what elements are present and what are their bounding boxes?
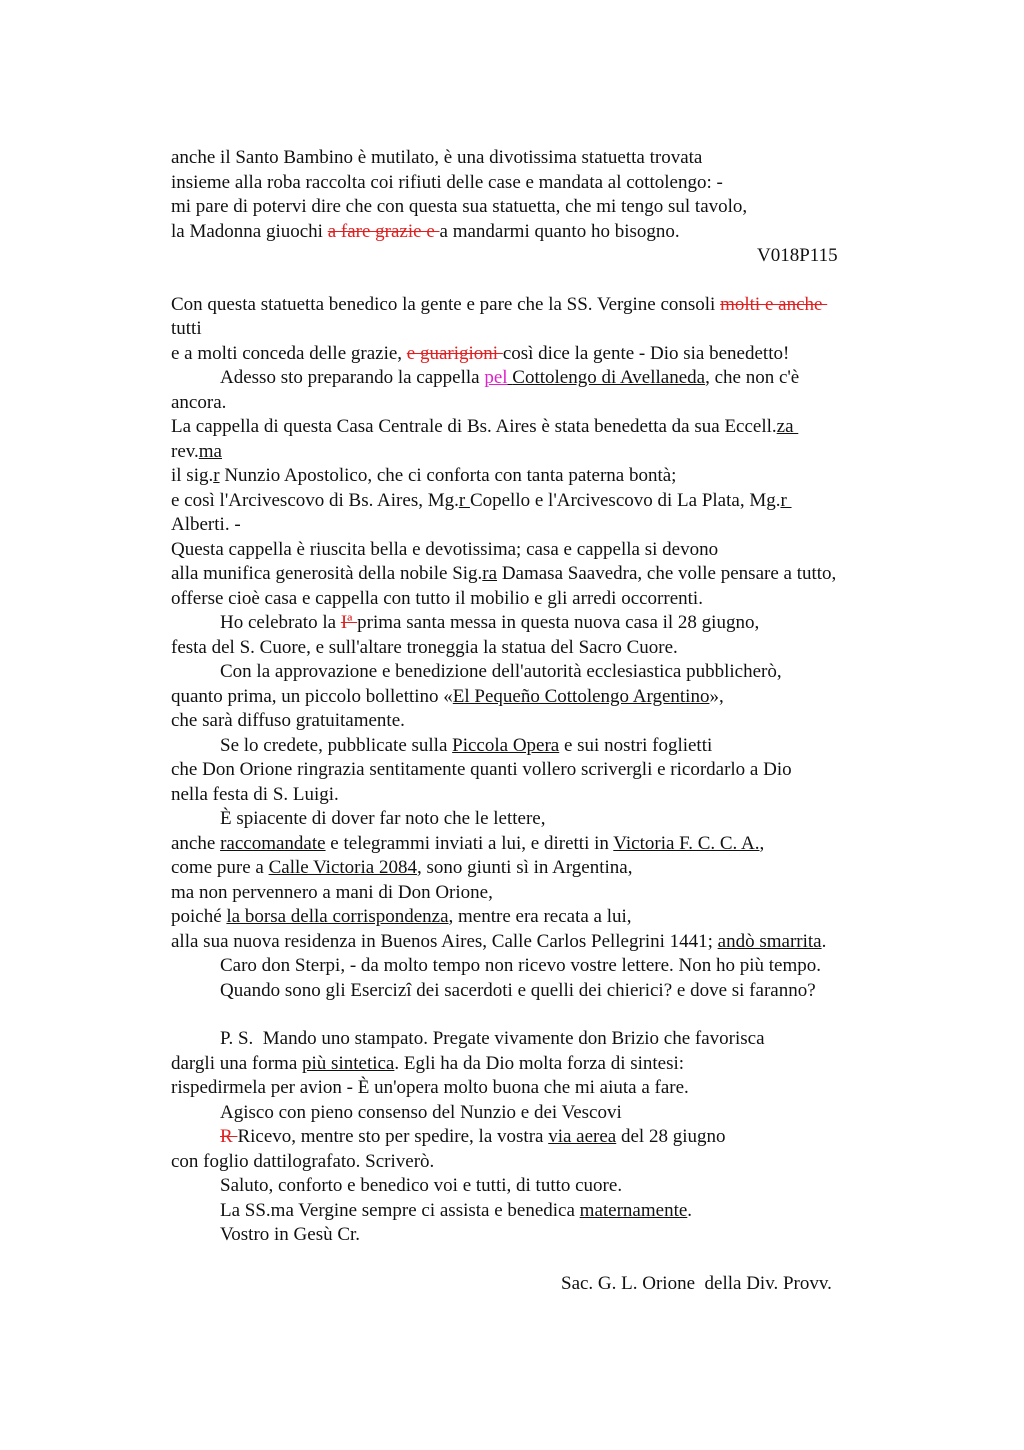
- inserted-text: pel: [484, 367, 508, 388]
- text-line: offerse cioè casa e cappella con tutto il mobilio e gli arredi occorrenti.: [171, 588, 703, 609]
- text-line: P. S. Mando uno stampato. Pregate vivamente don Brizio che favorisca: [220, 1028, 765, 1049]
- text-line: Alberti. -: [171, 514, 241, 535]
- text-line: come pure a Calle Victoria 2084, sono giunti sì in Argentina,: [171, 857, 633, 878]
- text-line: mi pare di potervi dire che con questa sua statuetta, che mi tengo sul tavolo,: [171, 196, 748, 217]
- underlined-text: Piccola Opera: [452, 735, 560, 756]
- text-line: Quando sono gli Esercizî dei sacerdoti e quelli dei chierici? e dove si faranno?: [220, 980, 816, 1001]
- text-line: rispedirmela per avion - È un'opera molto buona che mi aiuta a fare.: [171, 1077, 689, 1098]
- text-line: dargli una forma più sintetica. Egli ha da Dio molta forza di sintesi:: [171, 1053, 685, 1074]
- text-line: nella festa di S. Luigi.: [171, 784, 339, 805]
- text-line: Agisco con pieno consenso del Nunzio e dei Vescovi: [220, 1102, 622, 1123]
- text-line: tutti: [171, 318, 202, 339]
- text-line: Caro don Sterpi, - da molto tempo non ricevo vostre lettere. Non ho più tempo.: [220, 955, 822, 976]
- text-line: quanto prima, un piccolo bollettino «El Pequeño Cottolengo Argentino»,: [171, 686, 724, 707]
- deleted-text: Iª: [340, 612, 358, 633]
- text-line: anche raccomandate e telegrammi inviati a lui, e diretti in Victoria F. C. C. A.,: [171, 833, 765, 854]
- text-line: e così l'Arcivescovo di Bs. Aires, Mg.r Copello e l'Arcivescovo di La Plata, Mg.r: [171, 490, 792, 511]
- text-line: Con questa statuetta benedico la gente e pare che la SS. Vergine consoli molti e anche: [171, 294, 828, 315]
- text-line: anche il Santo Bambino è mutilato, è una divotissima statuetta trovata: [171, 147, 703, 168]
- text-line: La SS.ma Vergine sempre ci assista e benedica maternamente.: [220, 1200, 693, 1221]
- signature: Sac. G. L. Orione della Div. Provv.: [561, 1273, 832, 1294]
- text-line: che sarà diffuso gratuitamente.: [171, 710, 405, 731]
- text-line: festa del S. Cuore, e sull'altare troneggia la statua del Sacro Cuore.: [171, 637, 678, 658]
- text-line: il sig.r Nunzio Apostolico, che ci conforta con tanta paterna bontà;: [171, 465, 677, 486]
- underlined-text: Calle Victoria 2084: [268, 857, 417, 878]
- page-reference: V018P115: [757, 245, 838, 266]
- text-line: Ho celebrato la Iª prima santa messa in questa nuova casa il 28 giugno,: [220, 612, 760, 633]
- text-line: Con la approvazione e benedizione dell'autorità ecclesiastica pubblicherò,: [220, 661, 782, 682]
- text-line: Vostro in Gesù Cr.: [220, 1224, 361, 1245]
- text-line: Adesso sto preparando la cappella pel Cottolengo di Avellaneda, che non c'è: [220, 367, 800, 388]
- text-line: Se lo credete, pubblicate sulla Piccola Opera e sui nostri foglietti: [220, 735, 713, 756]
- text-line: La cappella di questa Casa Centrale di Bs. Aires è stata benedetta da sua Eccell.za: [171, 416, 799, 437]
- text-line: Questa cappella è riuscita bella e devotissima; casa e cappella si devono: [171, 539, 719, 560]
- text-line: insieme alla roba raccolta coi rifiuti delle case e mandata al cottolengo: -: [171, 172, 723, 193]
- text-line: poiché la borsa della corrispondenza, mentre era recata a lui,: [171, 906, 632, 927]
- deleted-text: molti e anche: [720, 294, 828, 315]
- underlined-text: El Pequeño Cottolengo Argentino: [452, 686, 710, 707]
- underlined-text: via aerea: [548, 1126, 617, 1147]
- text-line: con foglio dattilografato. Scriverò.: [171, 1151, 435, 1172]
- text-line: Saluto, conforto e benedico voi e tutti, di tutto cuore.: [220, 1175, 623, 1196]
- text-line: che Don Orione ringrazia sentitamente quanti vollero scrivergli e ricordarlo a Dio: [171, 759, 792, 780]
- underlined-text: Victoria F. C. C. A.: [613, 833, 760, 854]
- underlined-text: andò smarrita: [717, 931, 822, 952]
- underlined-text: raccomandate: [220, 833, 326, 854]
- deleted-text: R: [220, 1126, 238, 1147]
- underlined-text: Cottolengo di Avellaneda: [512, 367, 706, 388]
- deleted-text: e guarigioni: [406, 343, 503, 364]
- text-line: la Madonna giuochi a fare grazie e a mandarmi quanto ho bisogno.: [171, 221, 680, 242]
- text-line: alla munifica generosità della nobile Sig.ra Damasa Saavedra, che volle pensare a tutto,: [171, 563, 837, 584]
- text-line: È spiacente di dover far noto che le lettere,: [220, 808, 546, 829]
- text-line: rev.ma: [171, 441, 222, 462]
- text-line: ancora.: [171, 392, 227, 413]
- underlined-text: maternamente: [579, 1200, 688, 1221]
- text-line: alla sua nuova residenza in Buenos Aires, Calle Carlos Pellegrini 1441; andò smarrita.: [171, 931, 827, 952]
- text-line: ma non pervennero a mani di Don Orione,: [171, 882, 493, 903]
- deleted-text: a fare grazie e: [327, 221, 440, 242]
- text-line: e a molti conceda delle grazie, e guarigioni così dice la gente - Dio sia benedetto!: [171, 343, 790, 364]
- underlined-text: più sintetica: [302, 1053, 395, 1074]
- text-line: R Ricevo, mentre sto per spedire, la vostra via aerea del 28 giugno: [220, 1126, 726, 1147]
- underlined-text: la borsa della corrispondenza: [226, 906, 449, 927]
